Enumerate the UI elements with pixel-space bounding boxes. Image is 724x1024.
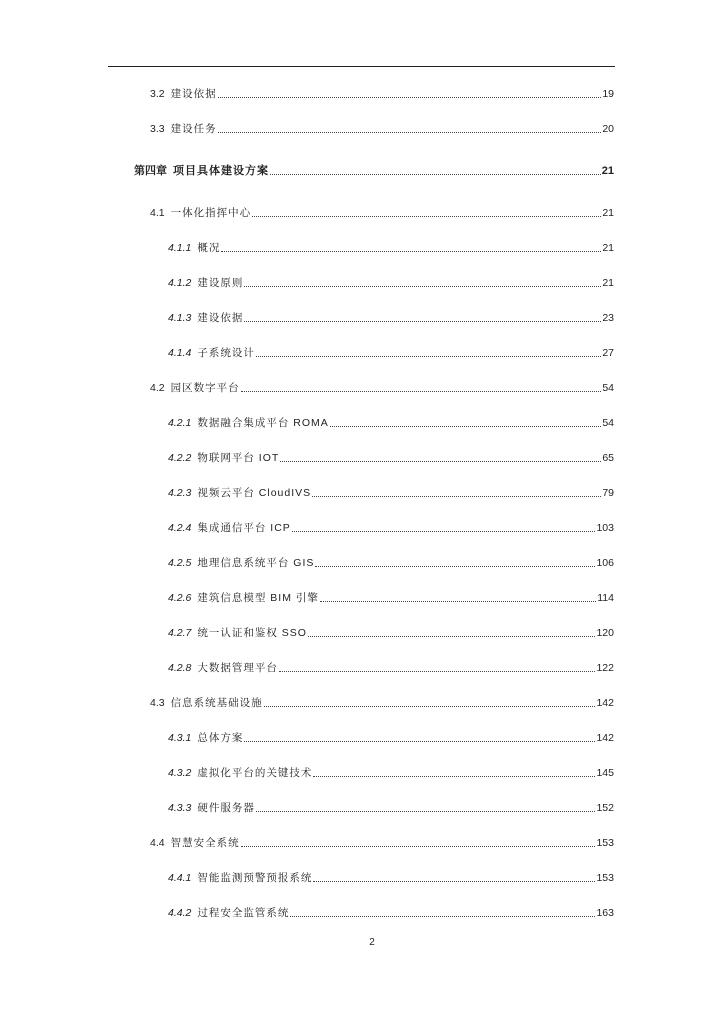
toc-entry[interactable] bbox=[168, 310, 614, 326]
toc-entry-number: 4.3.1 bbox=[168, 732, 192, 744]
toc-dot-leader bbox=[241, 846, 596, 847]
toc-entry-number: 4.3.3 bbox=[168, 802, 192, 814]
toc-dot-leader bbox=[244, 286, 601, 287]
toc-entry-number: 4.3 bbox=[150, 697, 165, 709]
toc-entry-title: 物联网平台 IOT bbox=[197, 452, 280, 464]
toc-entry-number: 4.4 bbox=[150, 837, 165, 849]
toc-entry-number: 4.2.8 bbox=[168, 662, 192, 674]
toc-entry[interactable] bbox=[168, 275, 614, 291]
toc-entry-page: 65 bbox=[602, 452, 614, 464]
toc-dot-leader bbox=[244, 741, 595, 742]
toc-entry[interactable] bbox=[168, 345, 614, 361]
toc-entry-page: 122 bbox=[596, 662, 614, 674]
toc-entry-page: 120 bbox=[596, 627, 614, 639]
toc-entry-title: 数据融合集成平台 ROMA bbox=[197, 417, 329, 429]
toc-dot-leader bbox=[264, 706, 596, 707]
page-number: 2 bbox=[369, 937, 375, 948]
toc-entry-number: 4.4.1 bbox=[168, 872, 192, 884]
toc-entry[interactable] bbox=[168, 905, 614, 921]
toc-entry-title: 地理信息系统平台 GIS bbox=[197, 557, 315, 569]
toc-entry[interactable] bbox=[168, 660, 614, 676]
toc-entry-page: 153 bbox=[596, 837, 614, 849]
toc-dot-leader bbox=[313, 881, 595, 882]
toc-dot-leader bbox=[218, 97, 602, 98]
toc-entry-title: 虚拟化平台的关键技术 bbox=[197, 767, 313, 779]
toc-entry-number: 4.2.3 bbox=[168, 487, 192, 499]
toc-entry-page: 23 bbox=[602, 312, 614, 324]
toc-entry-number: 4.1.4 bbox=[168, 347, 192, 359]
toc-dot-leader bbox=[279, 671, 596, 672]
toc-entry[interactable] bbox=[150, 380, 614, 396]
toc-entry-title: 过程安全监管系统 bbox=[197, 907, 290, 919]
toc-entry[interactable] bbox=[168, 625, 614, 641]
toc-entry-number: 4.2.2 bbox=[168, 452, 192, 464]
toc-entry-number: 3.3 bbox=[150, 123, 165, 135]
toc-dot-leader bbox=[244, 321, 601, 322]
toc-dot-leader bbox=[252, 216, 601, 217]
toc-entry-page: 21 bbox=[602, 277, 614, 289]
toc-entry-title: 信息系统基础设施 bbox=[170, 697, 263, 709]
toc-entry-page: 103 bbox=[596, 522, 614, 534]
toc-entry-title: 园区数字平台 bbox=[170, 382, 240, 394]
toc-dot-leader bbox=[290, 916, 595, 917]
toc-entry[interactable] bbox=[168, 870, 614, 886]
toc-entry-title: 硬件服务器 bbox=[197, 802, 255, 814]
toc-dot-leader bbox=[315, 566, 595, 567]
toc-entry-title: 建设原则 bbox=[197, 277, 244, 289]
toc-entry-page: 142 bbox=[596, 697, 614, 709]
toc-entry-title: 一体化指挥中心 bbox=[170, 207, 252, 219]
toc-entry[interactable] bbox=[168, 450, 614, 466]
toc-dot-leader bbox=[320, 601, 596, 602]
toc-entry-number: 4.2.5 bbox=[168, 557, 192, 569]
toc-dot-leader bbox=[312, 496, 601, 497]
toc-entry-number: 4.3.2 bbox=[168, 767, 192, 779]
toc-entry-number: 4.2 bbox=[150, 382, 165, 394]
toc-dot-leader bbox=[313, 776, 595, 777]
toc-entry-page: 54 bbox=[602, 382, 614, 394]
toc-entry-page: 21 bbox=[602, 207, 614, 219]
toc-entry-number: 第四章 bbox=[134, 165, 167, 177]
toc-entry-title: 建筑信息模型 BIM 引擎 bbox=[197, 592, 319, 604]
toc-entry[interactable] bbox=[168, 765, 614, 781]
toc-entry-title: 智慧安全系统 bbox=[170, 837, 240, 849]
toc-entry-page: 19 bbox=[602, 88, 614, 100]
toc-dot-leader bbox=[218, 132, 602, 133]
toc-entry[interactable] bbox=[168, 415, 614, 431]
toc-dot-leader bbox=[292, 531, 596, 532]
toc-entry-number: 4.4.2 bbox=[168, 907, 192, 919]
toc-dot-leader bbox=[256, 356, 601, 357]
toc-entry-page: 21 bbox=[601, 165, 614, 177]
toc-entry-number: 4.1.2 bbox=[168, 277, 192, 289]
toc-entry[interactable] bbox=[150, 695, 614, 711]
toc-entry[interactable] bbox=[168, 590, 614, 606]
toc-entry[interactable] bbox=[150, 121, 614, 137]
toc-entry-number: 4.1 bbox=[150, 207, 165, 219]
toc-entry-title: 建设依据 bbox=[197, 312, 244, 324]
toc-entry-page: 20 bbox=[602, 123, 614, 135]
toc-entry-number: 4.2.7 bbox=[168, 627, 192, 639]
toc-dot-leader bbox=[241, 391, 602, 392]
toc-entry-page: 54 bbox=[602, 417, 614, 429]
toc-entry-number: 4.2.4 bbox=[168, 522, 192, 534]
toc-entry-title: 智能监测预警预报系统 bbox=[197, 872, 313, 884]
toc-entry-page: 106 bbox=[596, 557, 614, 569]
toc-entry-title: 子系统设计 bbox=[197, 347, 255, 359]
toc-entry-page: 114 bbox=[597, 592, 614, 604]
toc-dot-leader bbox=[221, 251, 601, 252]
toc-dot-leader bbox=[308, 636, 596, 637]
toc-entry[interactable] bbox=[150, 86, 614, 102]
toc-entry[interactable] bbox=[168, 800, 614, 816]
header-rule bbox=[108, 66, 615, 67]
toc-entry-title: 统一认证和鉴权 SSO bbox=[197, 627, 307, 639]
toc-entry[interactable] bbox=[150, 205, 614, 221]
toc-entry-page: 21 bbox=[602, 242, 614, 254]
toc-entry-page: 142 bbox=[596, 732, 614, 744]
toc-entry-number: 4.1.1 bbox=[168, 242, 192, 254]
toc-entry[interactable] bbox=[168, 730, 614, 746]
toc-entry-title: 建设任务 bbox=[170, 123, 217, 135]
toc-entry-title: 大数据管理平台 bbox=[197, 662, 278, 674]
toc-entry-number: 4.1.3 bbox=[168, 312, 192, 324]
toc-entry-page: 152 bbox=[596, 802, 614, 814]
toc-chapter-entry[interactable] bbox=[134, 163, 614, 179]
toc-entry-title: 项目具体建设方案 bbox=[173, 165, 269, 177]
toc-entry-title: 集成通信平台 ICP bbox=[197, 522, 291, 534]
toc-entry-page: 27 bbox=[602, 347, 614, 359]
toc-entry-title: 视频云平台 CloudIVS bbox=[197, 487, 312, 499]
toc-entry-title: 总体方案 bbox=[197, 732, 244, 744]
toc-entry-number: 3.2 bbox=[150, 88, 165, 100]
toc-entry-page: 163 bbox=[596, 907, 614, 919]
toc-entry[interactable] bbox=[168, 485, 614, 501]
toc-entry-number: 4.2.6 bbox=[168, 592, 192, 604]
toc-entry-number: 4.2.1 bbox=[168, 417, 192, 429]
toc-entry[interactable] bbox=[168, 240, 614, 256]
toc-entry[interactable] bbox=[168, 555, 614, 571]
toc-entry-title: 建设依据 bbox=[170, 88, 217, 100]
toc-dot-leader bbox=[270, 174, 601, 175]
toc-entry-page: 79 bbox=[602, 487, 614, 499]
toc-entry-title: 概况 bbox=[197, 242, 221, 254]
toc-entry[interactable] bbox=[168, 520, 614, 536]
toc-dot-leader bbox=[256, 811, 596, 812]
toc-dot-leader bbox=[330, 426, 602, 427]
toc-entry-page: 145 bbox=[596, 767, 614, 779]
toc-dot-leader bbox=[280, 461, 601, 462]
toc-entry[interactable] bbox=[150, 835, 614, 851]
toc-entry-page: 153 bbox=[596, 872, 614, 884]
